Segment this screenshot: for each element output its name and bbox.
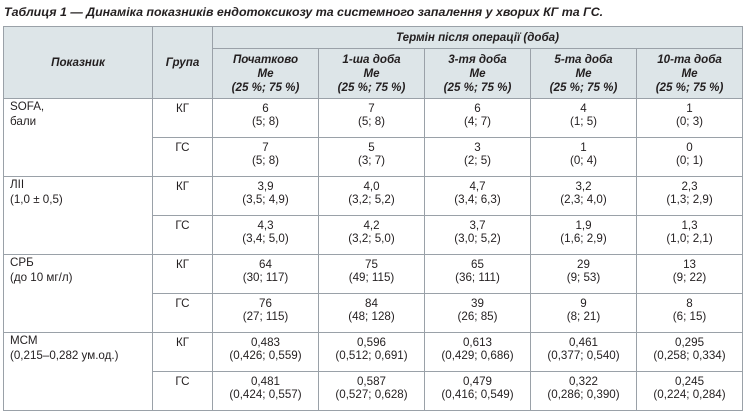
period-header-name: 5-та доба — [554, 52, 613, 66]
indicator-name-line: (до 10 мг/л) — [10, 271, 73, 284]
median-value: 13 — [683, 258, 696, 271]
median-value: 3,9 — [257, 180, 274, 193]
median-value: 7 — [262, 141, 269, 154]
value-cell — [637, 255, 743, 294]
value-cell — [319, 333, 425, 372]
indicator-name-line: СРБ — [10, 256, 34, 269]
indicator-name-line: бали — [10, 115, 37, 128]
quartile-range: (2,3; 4,0) — [560, 193, 607, 206]
period-header-stat: Me — [363, 66, 380, 80]
value-cell — [213, 255, 319, 294]
median-value: 3,2 — [575, 180, 592, 193]
period-header-name: 10-та доба — [657, 52, 722, 66]
value-cell — [637, 99, 743, 138]
value-cell — [319, 177, 425, 216]
table-caption: Таблиця 1 — Динаміка показників ендотоксикозу та системного запалення у хворих КГ та ГС. — [4, 5, 604, 19]
table-row — [4, 99, 743, 138]
median-value: 0,596 — [356, 336, 386, 349]
value-cell — [637, 216, 743, 255]
value-cell — [425, 216, 531, 255]
quartile-range: (0; 4) — [569, 154, 598, 167]
group-cell: ГС — [153, 138, 213, 177]
value-cell — [531, 216, 637, 255]
median-value: 0,613 — [462, 336, 492, 349]
period-header-range: (25 %; 75 %) — [549, 80, 618, 94]
median-value: 29 — [577, 258, 590, 271]
median-value: 5 — [368, 141, 375, 154]
quartile-range: (49; 115) — [348, 271, 395, 284]
quartile-range: (1,3; 2,9) — [666, 193, 713, 206]
median-value: 65 — [471, 258, 484, 271]
quartile-range: (3,2; 5,2) — [348, 193, 395, 206]
data-table — [3, 26, 743, 411]
quartile-range: (0,424; 0,557) — [229, 388, 302, 401]
quartile-range: (0,286; 0,390) — [547, 388, 620, 401]
median-value: 75 — [365, 258, 378, 271]
period-header — [531, 49, 637, 99]
median-value: 8 — [686, 297, 693, 310]
value-cell — [213, 333, 319, 372]
median-value: 3 — [474, 141, 481, 154]
table-row — [4, 333, 743, 372]
group-header: Група — [153, 27, 213, 99]
median-value: 76 — [259, 297, 272, 310]
quartile-range: (3,4; 6,3) — [454, 193, 501, 206]
quartile-range: (3; 7) — [357, 154, 386, 167]
indicator-header: Показник — [4, 27, 153, 99]
median-value: 1,9 — [575, 219, 592, 232]
value-cell — [213, 138, 319, 177]
median-value: 0,295 — [675, 336, 705, 349]
median-value: 1,3 — [681, 219, 698, 232]
indicator-name — [4, 99, 153, 177]
value-cell — [637, 294, 743, 333]
period-header-name: 1-ша доба — [342, 52, 401, 66]
value-cell — [319, 255, 425, 294]
value-cell — [425, 99, 531, 138]
table-row — [4, 177, 743, 216]
group-cell: КГ — [153, 333, 213, 372]
indicator-name — [4, 177, 153, 255]
quartile-range: (27; 115) — [242, 310, 289, 323]
quartile-range: (0; 1) — [675, 154, 704, 167]
value-cell — [637, 333, 743, 372]
value-cell — [531, 177, 637, 216]
value-cell — [213, 99, 319, 138]
median-value: 0,483 — [250, 336, 280, 349]
value-cell — [637, 177, 743, 216]
median-value: 9 — [580, 297, 587, 310]
indicator-name-line: (0,215–0,282 ум.од.) — [10, 349, 119, 362]
value-cell — [425, 294, 531, 333]
median-value: 4,3 — [257, 219, 274, 232]
quartile-range: (3,2; 5,0) — [348, 232, 395, 245]
median-value: 1 — [580, 141, 587, 154]
period-header-range: (25 %; 75 %) — [337, 80, 406, 94]
quartile-range: (1,0; 2,1) — [666, 232, 713, 245]
indicator-name-line: (1,0 ± 0,5) — [10, 193, 63, 206]
median-value: 2,3 — [681, 180, 698, 193]
value-cell — [531, 255, 637, 294]
quartile-range: (1,6; 2,9) — [560, 232, 607, 245]
period-header — [319, 49, 425, 99]
group-cell: КГ — [153, 177, 213, 216]
table-body — [4, 99, 743, 411]
quartile-range: (48; 128) — [348, 310, 395, 323]
period-header-stat: Me — [257, 66, 274, 80]
period-header — [425, 49, 531, 99]
period-header-name: Початково — [232, 52, 299, 66]
median-value: 6 — [262, 102, 269, 115]
group-cell: ГС — [153, 216, 213, 255]
median-value: 0,245 — [675, 375, 705, 388]
quartile-range: (3,4; 5,0) — [242, 232, 289, 245]
quartile-range: (5; 8) — [251, 115, 280, 128]
value-cell — [319, 99, 425, 138]
header-row-top — [4, 27, 743, 49]
value-cell — [425, 333, 531, 372]
quartile-range: (5; 8) — [251, 154, 280, 167]
median-value: 4,7 — [469, 180, 486, 193]
period-header-stat: Me — [469, 66, 486, 80]
median-value: 0,479 — [462, 375, 492, 388]
value-cell — [425, 177, 531, 216]
value-cell — [531, 333, 637, 372]
indicator-name-line: ЛІІ — [10, 178, 25, 191]
median-value: 1 — [686, 102, 693, 115]
quartile-range: (3,5; 4,9) — [242, 193, 289, 206]
median-value: 6 — [474, 102, 481, 115]
value-cell — [637, 138, 743, 177]
quartile-range: (1; 5) — [569, 115, 598, 128]
median-value: 0,322 — [568, 375, 598, 388]
median-value: 0,587 — [356, 375, 386, 388]
period-header-stat: Me — [575, 66, 592, 80]
quartile-range: (0,429; 0,686) — [441, 349, 514, 362]
period-header — [213, 49, 319, 99]
period-header — [637, 49, 743, 99]
quartile-range: (9; 22) — [672, 271, 707, 284]
median-value: 0 — [686, 141, 693, 154]
group-cell: КГ — [153, 99, 213, 138]
quartile-range: (30; 117) — [242, 271, 289, 284]
value-cell — [531, 294, 637, 333]
quartile-range: (3,0; 5,2) — [454, 232, 501, 245]
quartile-range: (0,258; 0,334) — [653, 349, 726, 362]
median-value: 4 — [580, 102, 587, 115]
median-value: 0,461 — [568, 336, 598, 349]
quartile-range: (2; 5) — [463, 154, 492, 167]
median-value: 7 — [368, 102, 375, 115]
value-cell — [319, 294, 425, 333]
quartile-range: (0; 3) — [675, 115, 704, 128]
quartile-range: (0,512; 0,691) — [335, 349, 408, 362]
value-cell — [213, 177, 319, 216]
quartile-range: (0,527; 0,628) — [335, 388, 408, 401]
value-cell — [531, 99, 637, 138]
period-header-range: (25 %; 75 %) — [231, 80, 300, 94]
median-value: 4,2 — [363, 219, 380, 232]
quartile-range: (36; 111) — [455, 271, 500, 284]
quartile-range: (8; 21) — [566, 310, 601, 323]
value-cell — [531, 138, 637, 177]
median-value: 84 — [365, 297, 378, 310]
indicator-name — [4, 333, 153, 411]
indicator-name-line: МСМ — [10, 334, 38, 347]
median-value: 0,481 — [250, 375, 280, 388]
indicator-name-line: SOFA, — [10, 100, 45, 113]
group-cell: ГС — [153, 294, 213, 333]
group-cell: КГ — [153, 255, 213, 294]
value-cell — [213, 216, 319, 255]
quartile-range: (5; 8) — [357, 115, 386, 128]
indicator-name — [4, 255, 153, 333]
quartile-range: (26; 85) — [457, 310, 498, 323]
period-header-name: 3-тя доба — [448, 52, 507, 66]
quartile-range: (0,377; 0,540) — [547, 349, 620, 362]
value-cell — [425, 255, 531, 294]
quartile-range: (0,426; 0,559) — [229, 349, 302, 362]
group-cell: ГС — [153, 372, 213, 411]
median-value: 64 — [259, 258, 272, 271]
value-cell — [425, 138, 531, 177]
term-header: Термін після операції (доба) — [213, 27, 743, 49]
quartile-range: (0,224; 0,284) — [653, 388, 726, 401]
median-value: 3,7 — [469, 219, 486, 232]
period-header-range: (25 %; 75 %) — [443, 80, 512, 94]
median-value: 39 — [471, 297, 484, 310]
quartile-range: (9; 53) — [566, 271, 601, 284]
period-header-range: (25 %; 75 %) — [655, 80, 724, 94]
table-row — [4, 255, 743, 294]
value-cell — [213, 294, 319, 333]
quartile-range: (4; 7) — [463, 115, 492, 128]
period-header-stat: Me — [681, 66, 698, 80]
median-value: 4,0 — [363, 180, 380, 193]
quartile-range: (6; 15) — [672, 310, 707, 323]
quartile-range: (0,416; 0,549) — [441, 388, 514, 401]
value-cell — [319, 216, 425, 255]
value-cell — [319, 138, 425, 177]
